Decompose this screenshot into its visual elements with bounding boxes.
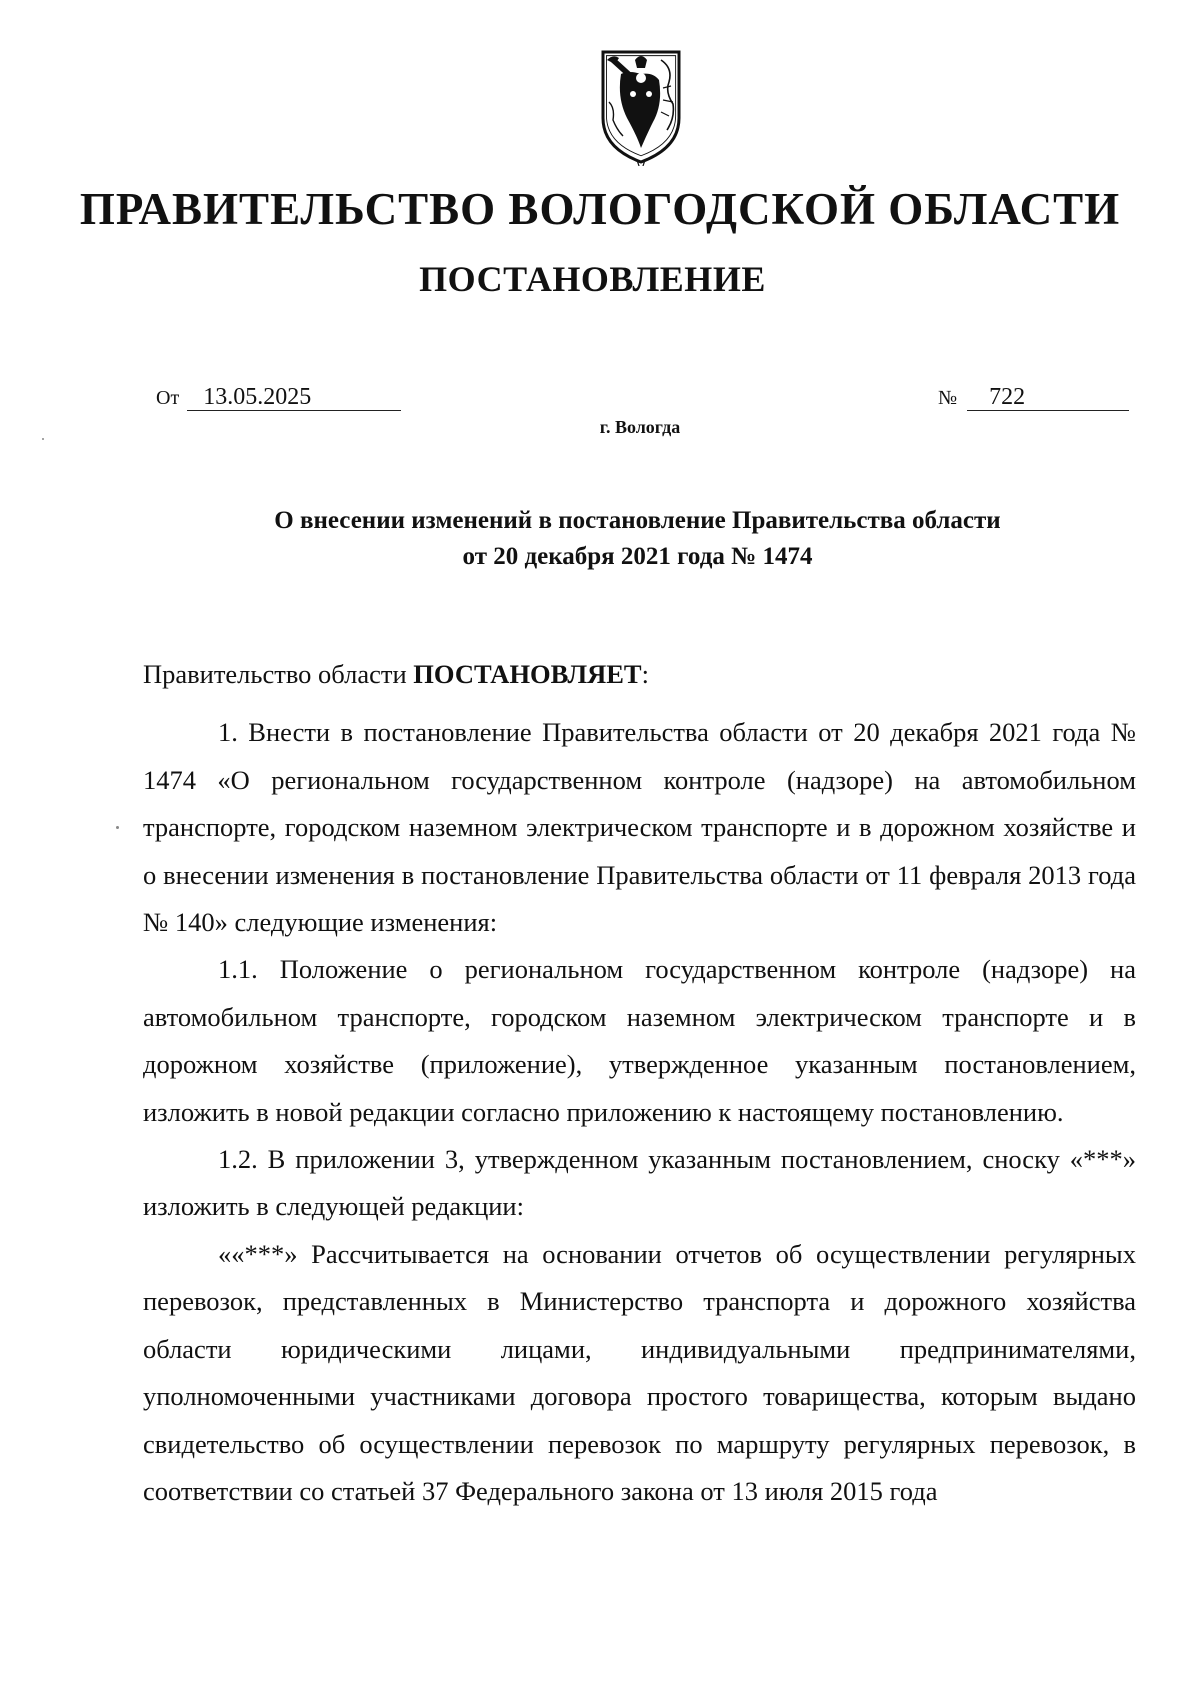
document-body xyxy=(143,651,1136,1515)
intro-text: Правительство области xyxy=(143,659,414,689)
paragraph-quote: ««***» Рассчитывается на основании отчетов об осуществлении регулярных перевозок, представленных в Министерство транспорта и дорожного хозяйства области юридическими лицами, индивидуальными предпринимателями, уполномоченными участниками договора простого товарищества, которым выдано свидетельство об осуществлении перевозок по маршруту регулярных перевозок, в соответствии со статьей 37 Федерального закона от 13 июля 2015 года xyxy=(143,1238,1136,1506)
date-prefix: От xyxy=(156,387,180,409)
subject-line-1: О внесении изменений в постановление Правительства области xyxy=(274,507,1001,534)
intro-decree-word: ПОСТАНОВЛЯЕТ xyxy=(413,659,642,689)
date-value: 13.05.2025 xyxy=(187,384,401,411)
document-subject xyxy=(0,503,1200,575)
document-type: ПОСТАНОВЛЕНИЕ xyxy=(419,259,766,299)
paragraph-1-2: 1.2. В приложении 3, утвержденном указанным постановлением, сноску «***» изложить в следующей редакции: xyxy=(143,1144,1136,1222)
subject-line-2: от 20 декабря 2021 года № 1474 xyxy=(462,543,813,570)
document-number xyxy=(938,384,1129,411)
city: г. Вологда xyxy=(599,417,681,437)
paragraph-1-1: 1.1. Положение о региональном государственном контроле (надзоре) на автомобильном транспорте, городском наземном электрическом транспорте и в дорожном хозяйстве (приложение), утвержденное указанным постановлением, изложить в новой редакции согласно приложению к настоящему постановлению. xyxy=(143,954,1136,1127)
organization-title: ПРАВИТЕЛЬСТВО ВОЛОГОДСКОЙ ОБЛАСТИ xyxy=(79,184,1121,234)
number-value: 722 xyxy=(967,384,1129,411)
intro-paragraph xyxy=(143,651,1136,698)
scan-speck xyxy=(42,438,44,440)
paragraph-1: 1. Внести в постановление Правительства области от 20 декабря 2021 года № 1474 «О региональном государственном контроле (надзоре) на автомобильном транспорте, городском наземном электрическом транспорте и в дорожном хозяйстве и о внесении изменения в постановление Правительства области от 11 февраля 2013 года № 140» следующие изменения: xyxy=(143,717,1136,938)
document-date xyxy=(156,384,401,411)
intro-end: : xyxy=(641,659,649,689)
number-prefix: № xyxy=(938,387,958,409)
scan-speck xyxy=(116,826,119,829)
vologda-coat-of-arms-icon xyxy=(597,48,685,166)
